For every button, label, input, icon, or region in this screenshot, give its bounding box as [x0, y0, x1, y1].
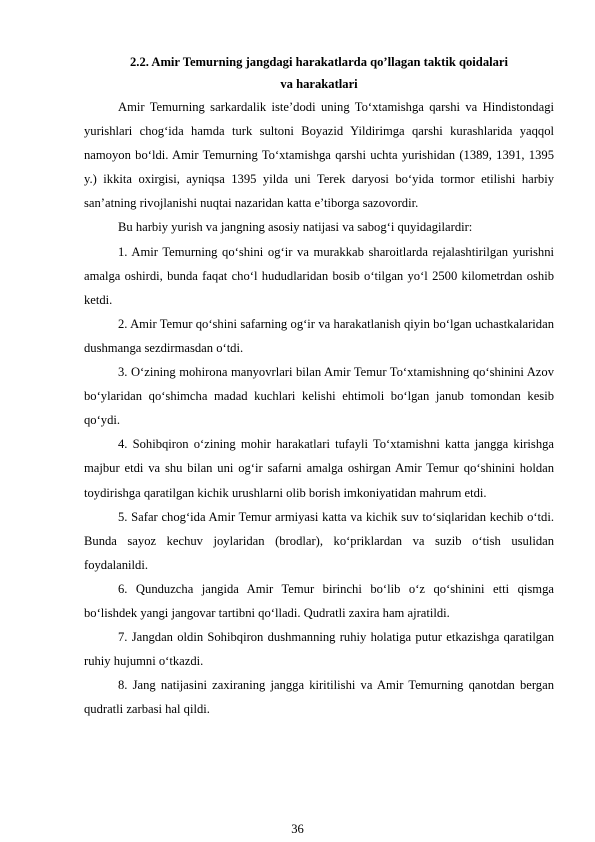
- list-item-8: 8. Jang natijasini zaxiraning jangga kiritilishi va Amir Temurning qanotdan bergan qudratli zarbasi hal qildi.: [84, 678, 554, 717]
- list-item-6: 6. Qunduzcha jangida Amir Temur birinchi bo‘lib o‘z qo‘shinini etti qismga bo‘lishdek yangi jangovar tartibni qo‘lladi. Qudratli zaxira ham ajratildi.: [84, 581, 554, 620]
- paragraph-intro: Amir Temurning sarkardalik iste’dodi uning To‘xtamishga qarshi va Hindistondagi yurishlari chog‘ida hamda turk sultoni Boyazid Yildirimga qarshi kurashlarida yaqqol namoyon bo‘ldi. Amir Temurning To‘xtamishga qarshi uchta yurishidan (1389, 1391, 1395 y.) ikkita oxirgisi, ayniqsa 1395 yilda uni Terek daryosi bo‘yida tormor etilishi harbiy san’atning rivojlanishi nuqtai nazaridan katta e’tiborga sazovordir.: [84, 100, 554, 211]
- section-heading: [84, 52, 554, 95]
- list-item-1: 1. Amir Temurning qo‘shini og‘ir va murakkab sharoitlarda rejalashtirilgan yurishni amalga oshirdi, bunda faqat cho‘l hududlaridan bosib o‘tilgan yo‘l 2500 kilometrdan oshib ketdi.: [84, 244, 554, 307]
- list-item-4: 4. Sohibqiron o‘zining mohir harakatlari tufayli To‘xtamishni katta jangga kirishga majbur etdi va shu bilan uni og‘ir safarni amalga oshirgan Amir Temur qo‘shinini holdan toydirishga qaratilgan kichik urushlarni olib borish imkoniyatidan mahrum etdi.: [84, 437, 554, 500]
- page-number: 36: [291, 822, 304, 836]
- list-item-7: 7. Jangdan oldin Sohibqiron dushmanning ruhiy holatiga putur etkazishga qaratilgan ruhiy hujumni o‘tkazdi.: [84, 630, 554, 669]
- document-page: [84, 52, 554, 721]
- list-item-3: 3. O‘zining mohirona manyovrlari bilan Amir Temur To‘xtamishning qo‘shinini Azov bo‘ylaridan qo‘shimcha madad kuchlari kelishi ehtimoli bo‘lgan janub tomondan kesib qo‘ydi.: [84, 365, 554, 428]
- heading-line-2: va harakatlari: [280, 76, 358, 91]
- paragraph-summary-lead: Bu harbiy yurish va jangning asosiy natijasi va sabog‘i quyidagilardir:: [118, 220, 473, 235]
- list-item-2: 2. Amir Temur qo‘shini safarning og‘ir va harakatlanish qiyin bo‘lgan uchastkalaridan dushmanga sezdirmasdan o‘tdi.: [84, 316, 554, 355]
- heading-line-1: 2.2. Amir Temurning jangdagi harakatlarda qo’llagan taktik qoidalari: [130, 55, 508, 69]
- list-item-5: 5. Safar chog‘ida Amir Temur armiyasi katta va kichik suv to‘siqlaridan kechib o‘tdi. Bunda sayoz kechuv joylaridan (brodlar), ko‘priklardan va suzib o‘tish usulidan foydalanildi.: [84, 509, 554, 572]
